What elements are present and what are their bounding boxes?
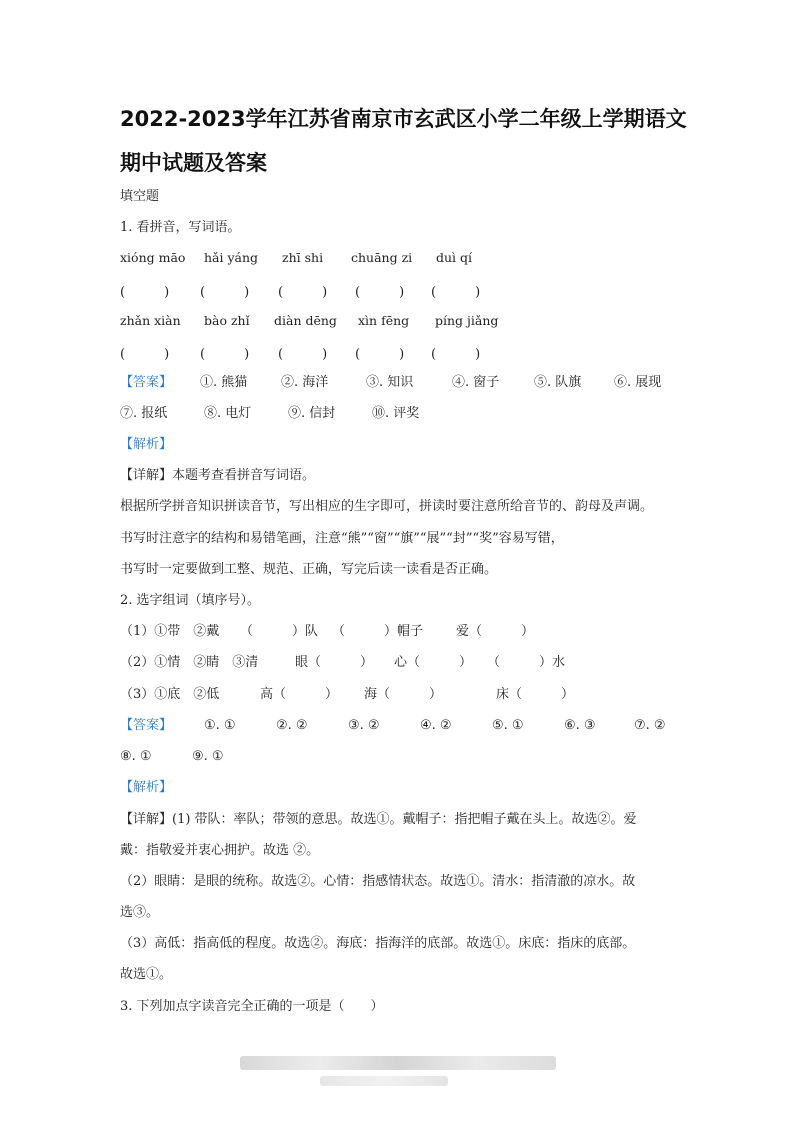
answer-item: ⑧. 电灯 xyxy=(204,406,252,421)
answer-blank: ( ) xyxy=(120,285,170,300)
q2-detail-line: 故选①。 xyxy=(120,967,173,982)
answer-blank: ( ) xyxy=(431,347,481,362)
pinyin: zhī shi xyxy=(282,250,324,265)
q2-answer-line1 xyxy=(120,717,680,735)
blurred-footer-watermark xyxy=(240,1056,556,1070)
q2-blank: 心（ ） xyxy=(394,655,473,670)
q2-detail-line: 【详解】(1) 带队：率队；带领的意思。故选①。戴帽子：指把帽子戴在头上。故选②。爱 xyxy=(120,812,637,827)
q2-detail-line: 戴：指敬爱并衷心拥护。故选 ②。 xyxy=(120,843,320,858)
answer-item: ①. ① xyxy=(204,718,236,733)
answer-item: ③. 知识 xyxy=(366,375,414,390)
q2-options: （3）①底 ②低 xyxy=(120,687,220,702)
answer-item: ⑥. 展现 xyxy=(614,375,662,390)
pinyin: diàn dēng xyxy=(274,313,337,328)
q1-detail-line: 【详解】本题考查看拼音写词语。 xyxy=(120,468,316,483)
q2-row2 xyxy=(120,654,680,672)
pinyin: chuāng zi xyxy=(351,250,413,265)
q2-detail-line: （2）眼睛：是眼的统称。故选②。心情：指感情状态。故选①。清水：指清澈的凉水。故 xyxy=(120,874,636,889)
answer-blank: ( ) xyxy=(431,285,481,300)
answer-item: ⑤. 队旗 xyxy=(534,375,582,390)
answer-item: ⑧. ① xyxy=(120,749,152,764)
answer-item: ⑤. ① xyxy=(492,718,524,733)
answer-item: ④. ② xyxy=(420,718,452,733)
pinyin: píng jiǎng xyxy=(435,313,499,328)
pinyin: bào zhǐ xyxy=(204,313,250,328)
answer-label: 【答案】 xyxy=(120,375,173,390)
q2-answer-line2 xyxy=(120,748,680,766)
answer-blank: ( ) xyxy=(355,285,405,300)
answer-item: ⑨. 信封 xyxy=(288,406,336,421)
q2-options: （1）①带 ②戴 xyxy=(120,624,220,639)
answer-item: ⑦. 报纸 xyxy=(120,406,168,421)
q2-detail-line: 选③。 xyxy=(120,905,160,920)
q2-blank: 眼（ ） xyxy=(295,655,374,670)
q1-stem: 1. 看拼音，写词语。 xyxy=(120,220,241,235)
q2-blank: 爱（ ） xyxy=(456,624,535,639)
answer-blank: ( ) xyxy=(278,347,328,362)
q1-detail-line: 书写时注意字的结构和易错笔画，注意“熊”“窗”“旗”“展”“封”“奖”容易写错， xyxy=(120,531,564,546)
answer-label: 【答案】 xyxy=(120,718,173,733)
answer-item: ⑥. ③ xyxy=(564,718,596,733)
answer-blank: ( ) xyxy=(200,285,250,300)
q2-row1 xyxy=(120,623,680,641)
section-heading: 填空题 xyxy=(120,189,160,204)
q2-blank: 床（ ） xyxy=(496,687,575,702)
q2-detail-line: （3）高低：指高低的程度。故选②。海底：指海洋的底部。故选①。床底：指床的底部。 xyxy=(120,936,636,951)
answer-item: ④. 窗子 xyxy=(452,375,500,390)
answer-item: ⑨. ① xyxy=(192,749,224,764)
answer-item: ⑩. 评奖 xyxy=(372,406,420,421)
answer-item: ③. ② xyxy=(348,718,380,733)
q2-blank: 海（ ） xyxy=(364,687,443,702)
q1-analysis-label: 【解析】 xyxy=(120,437,173,452)
document-title-line1: 2022-2023学年江苏省南京市玄武区小学二年级上学期语文 xyxy=(120,107,687,131)
q2-blank: 高（ ） xyxy=(260,687,339,702)
pinyin: zhǎn xiàn xyxy=(120,313,181,328)
q1-detail-line: 根据所学拼音知识拼读音节，写出相应的生字即可，拼读时要注意所给音节的、韵母及声调。 xyxy=(120,499,654,514)
q2-blank: （ ）队 xyxy=(240,624,319,639)
q1-detail-line: 书写时一定要做到工整、规范、正确，写完后读一读看是否正确。 xyxy=(120,562,498,577)
q2-blank: （ ）帽子 xyxy=(332,624,424,639)
pinyin: hǎi yáng xyxy=(204,250,259,265)
pinyin: duì qí xyxy=(436,250,473,265)
answer-blank: ( ) xyxy=(278,285,328,300)
pinyin: xióng māo xyxy=(120,250,186,265)
answer-blank: ( ) xyxy=(200,347,250,362)
answer-item: ②. ② xyxy=(276,718,308,733)
answer-blank: ( ) xyxy=(120,347,170,362)
document-title-line2: 期中试题及答案 xyxy=(120,151,267,175)
q2-blank: （ ）水 xyxy=(487,655,566,670)
q2-options: （2）①情 ②睛 ③清 xyxy=(120,655,259,670)
q2-stem: 2. 选字组词（填序号）。 xyxy=(120,593,261,608)
q2-analysis-label: 【解析】 xyxy=(120,780,173,795)
q3-stem: 3. 下列加点字读音完全正确的一项是（ ） xyxy=(120,999,384,1014)
answer-item: ②. 海洋 xyxy=(281,375,329,390)
pinyin: xìn fēng xyxy=(358,313,410,328)
blurred-footer-watermark-sub xyxy=(320,1076,448,1086)
answer-blank: ( ) xyxy=(355,347,405,362)
answer-item: ⑦. ② xyxy=(634,718,666,733)
q2-row3 xyxy=(120,686,680,704)
q1-answer-line1 xyxy=(120,374,680,392)
q1-answer-line2 xyxy=(120,405,680,423)
answer-item: ①. 熊猫 xyxy=(200,375,248,390)
